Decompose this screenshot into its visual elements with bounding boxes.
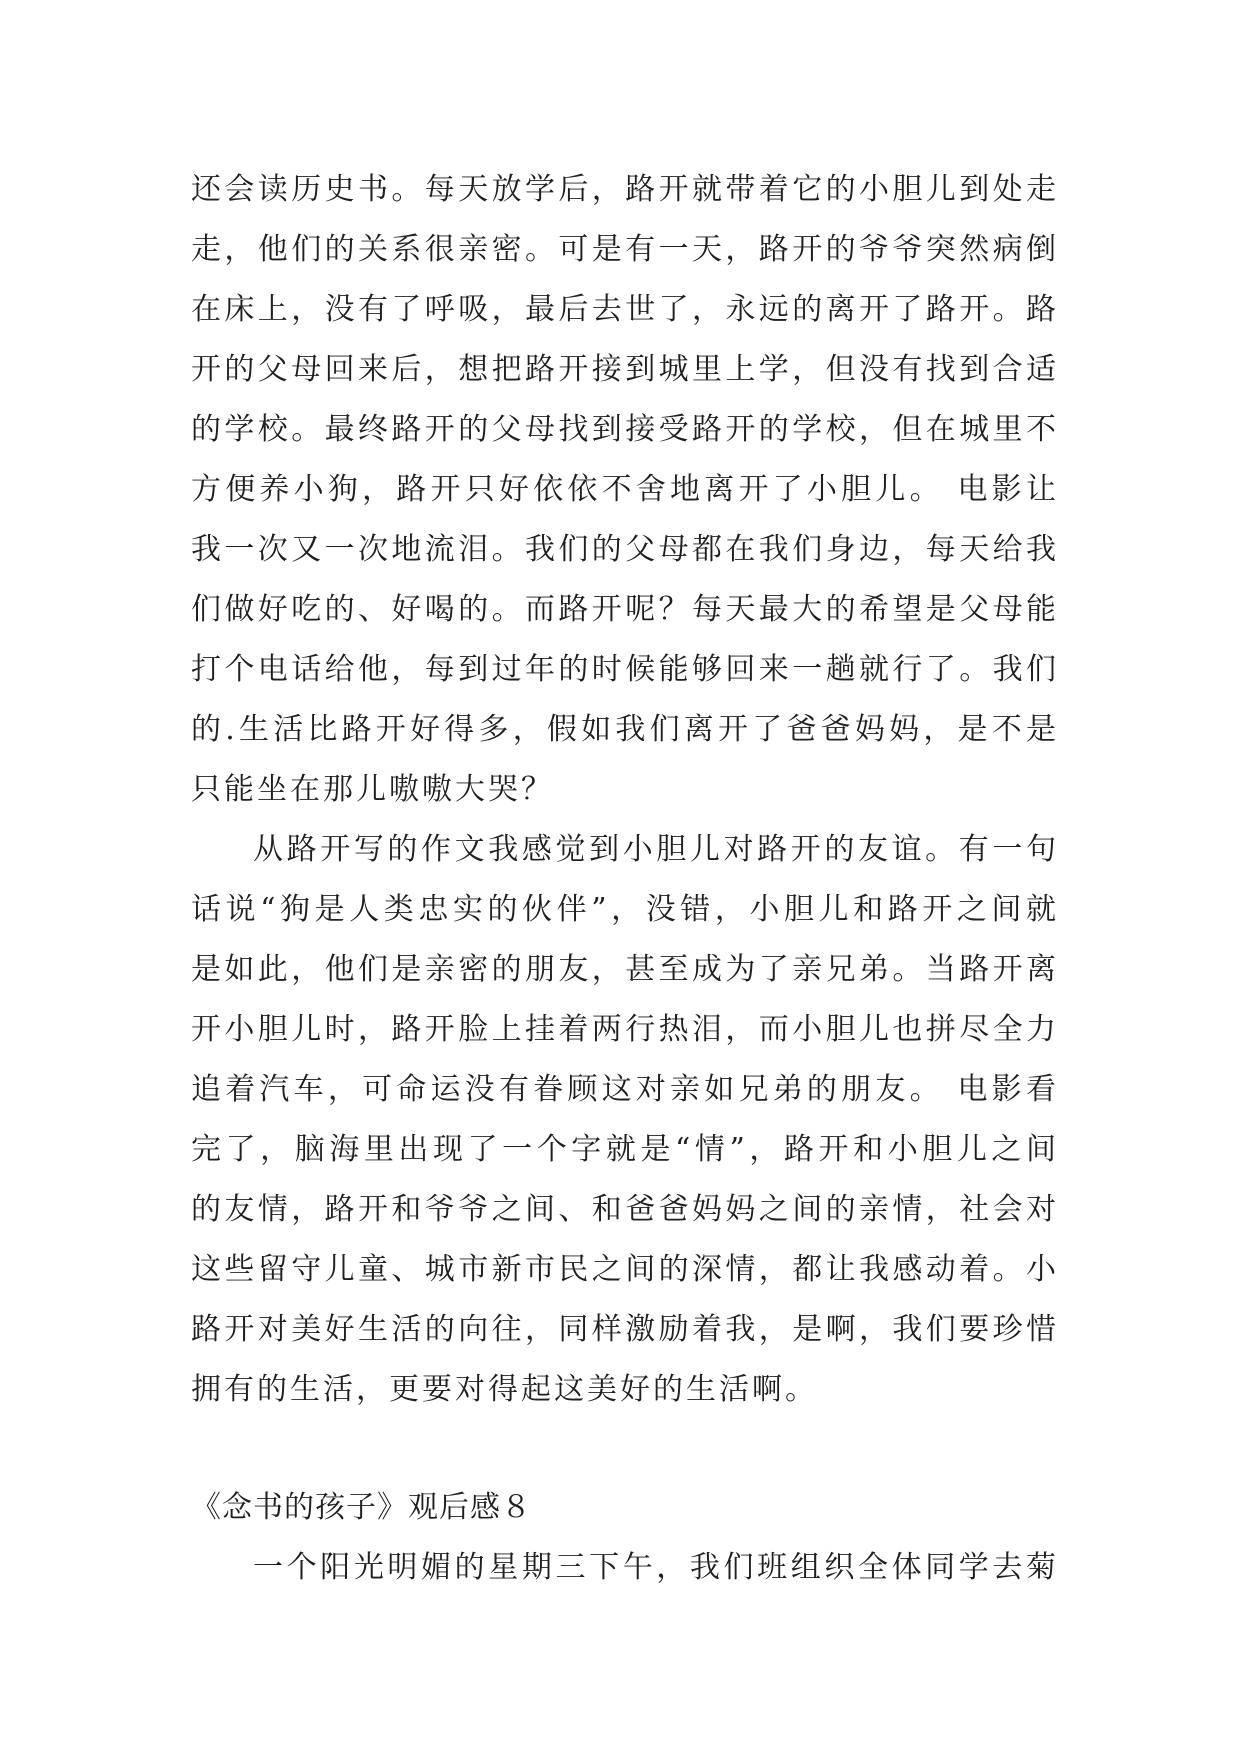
paragraph-1 [191,160,1059,820]
text-line: 开小胆儿时，路开脸上挂着两行热泪，而小胆儿也拼尽全力 [191,1012,1059,1047]
text-line: 我一次又一次地流泪。我们的父母都在我们身边，每天给我 [191,532,1059,567]
text-line: 的.生活比路开好得多，假如我们离开了爸爸妈妈，是不是 [191,712,1059,747]
text-line: 这些留守儿童、城市新市民之间的深情，都让我感动着。小 [191,1252,1059,1287]
text-line: 方便养小狗，路开只好依依不舍地离开了小胆儿。 电影让 [191,472,1059,507]
text-line: 路开对美好生活的向往，同样激励着我，是啊，我们要珍惜 [191,1312,1059,1347]
text-line: 还会读历史书。每天放学后，路开就带着它的小胆儿到处走 [191,172,1059,207]
text-line: 拥有的生活，更要对得起这美好的生活啊。 [191,1372,818,1407]
text-line: 的学校。最终路开的父母找到接受路开的学校，但在城里不 [191,412,1059,447]
document-body [191,160,1059,1598]
text-line: 只能坐在那儿嗷嗷大哭？ [191,772,554,807]
text-line: 打个电话给他，每到过年的时候能够回来一趟就行了。我们 [191,652,1059,687]
paragraph-2 [191,820,1059,1420]
text-line: 追着汽车，可命运没有眷顾这对亲如兄弟的朋友。 电影看 [191,1072,1059,1107]
text-line: 是如此，他们是亲密的朋友，甚至成为了亲兄弟。当路开离 [191,952,1059,987]
paragraph-3 [191,1538,1059,1598]
section-gap [191,1420,1059,1478]
text-line: 话说“狗是人类忠实的伙伴”，没错，小胆儿和路开之间就 [191,892,1059,927]
text-line: 一个阳光明媚的星期三下午，我们班组织全体同学去菊 [253,1550,1059,1585]
text-line: 完了，脑海里出现了一个字就是“情”，路开和小胆儿之间 [191,1132,1059,1167]
text-line: 开的父母回来后，想把路开接到城里上学，但没有找到合适 [191,352,1059,387]
section-title: 《念书的孩子》观后感８ [191,1490,532,1525]
text-line: 走，他们的关系很亲密。可是有一天，路开的爷爷突然病倒 [191,232,1059,267]
text-line: 的友情，路开和爷爷之间、和爸爸妈妈之间的亲情，社会对 [191,1192,1059,1227]
text-line: 们做好吃的、好喝的。而路开呢？每天最大的希望是父母能 [191,592,1059,627]
text-line: 在床上，没有了呼吸，最后去世了，永远的离开了路开。路 [191,292,1059,327]
text-line: 从路开写的作文我感觉到小胆儿对路开的友谊。有一句 [253,832,1059,867]
